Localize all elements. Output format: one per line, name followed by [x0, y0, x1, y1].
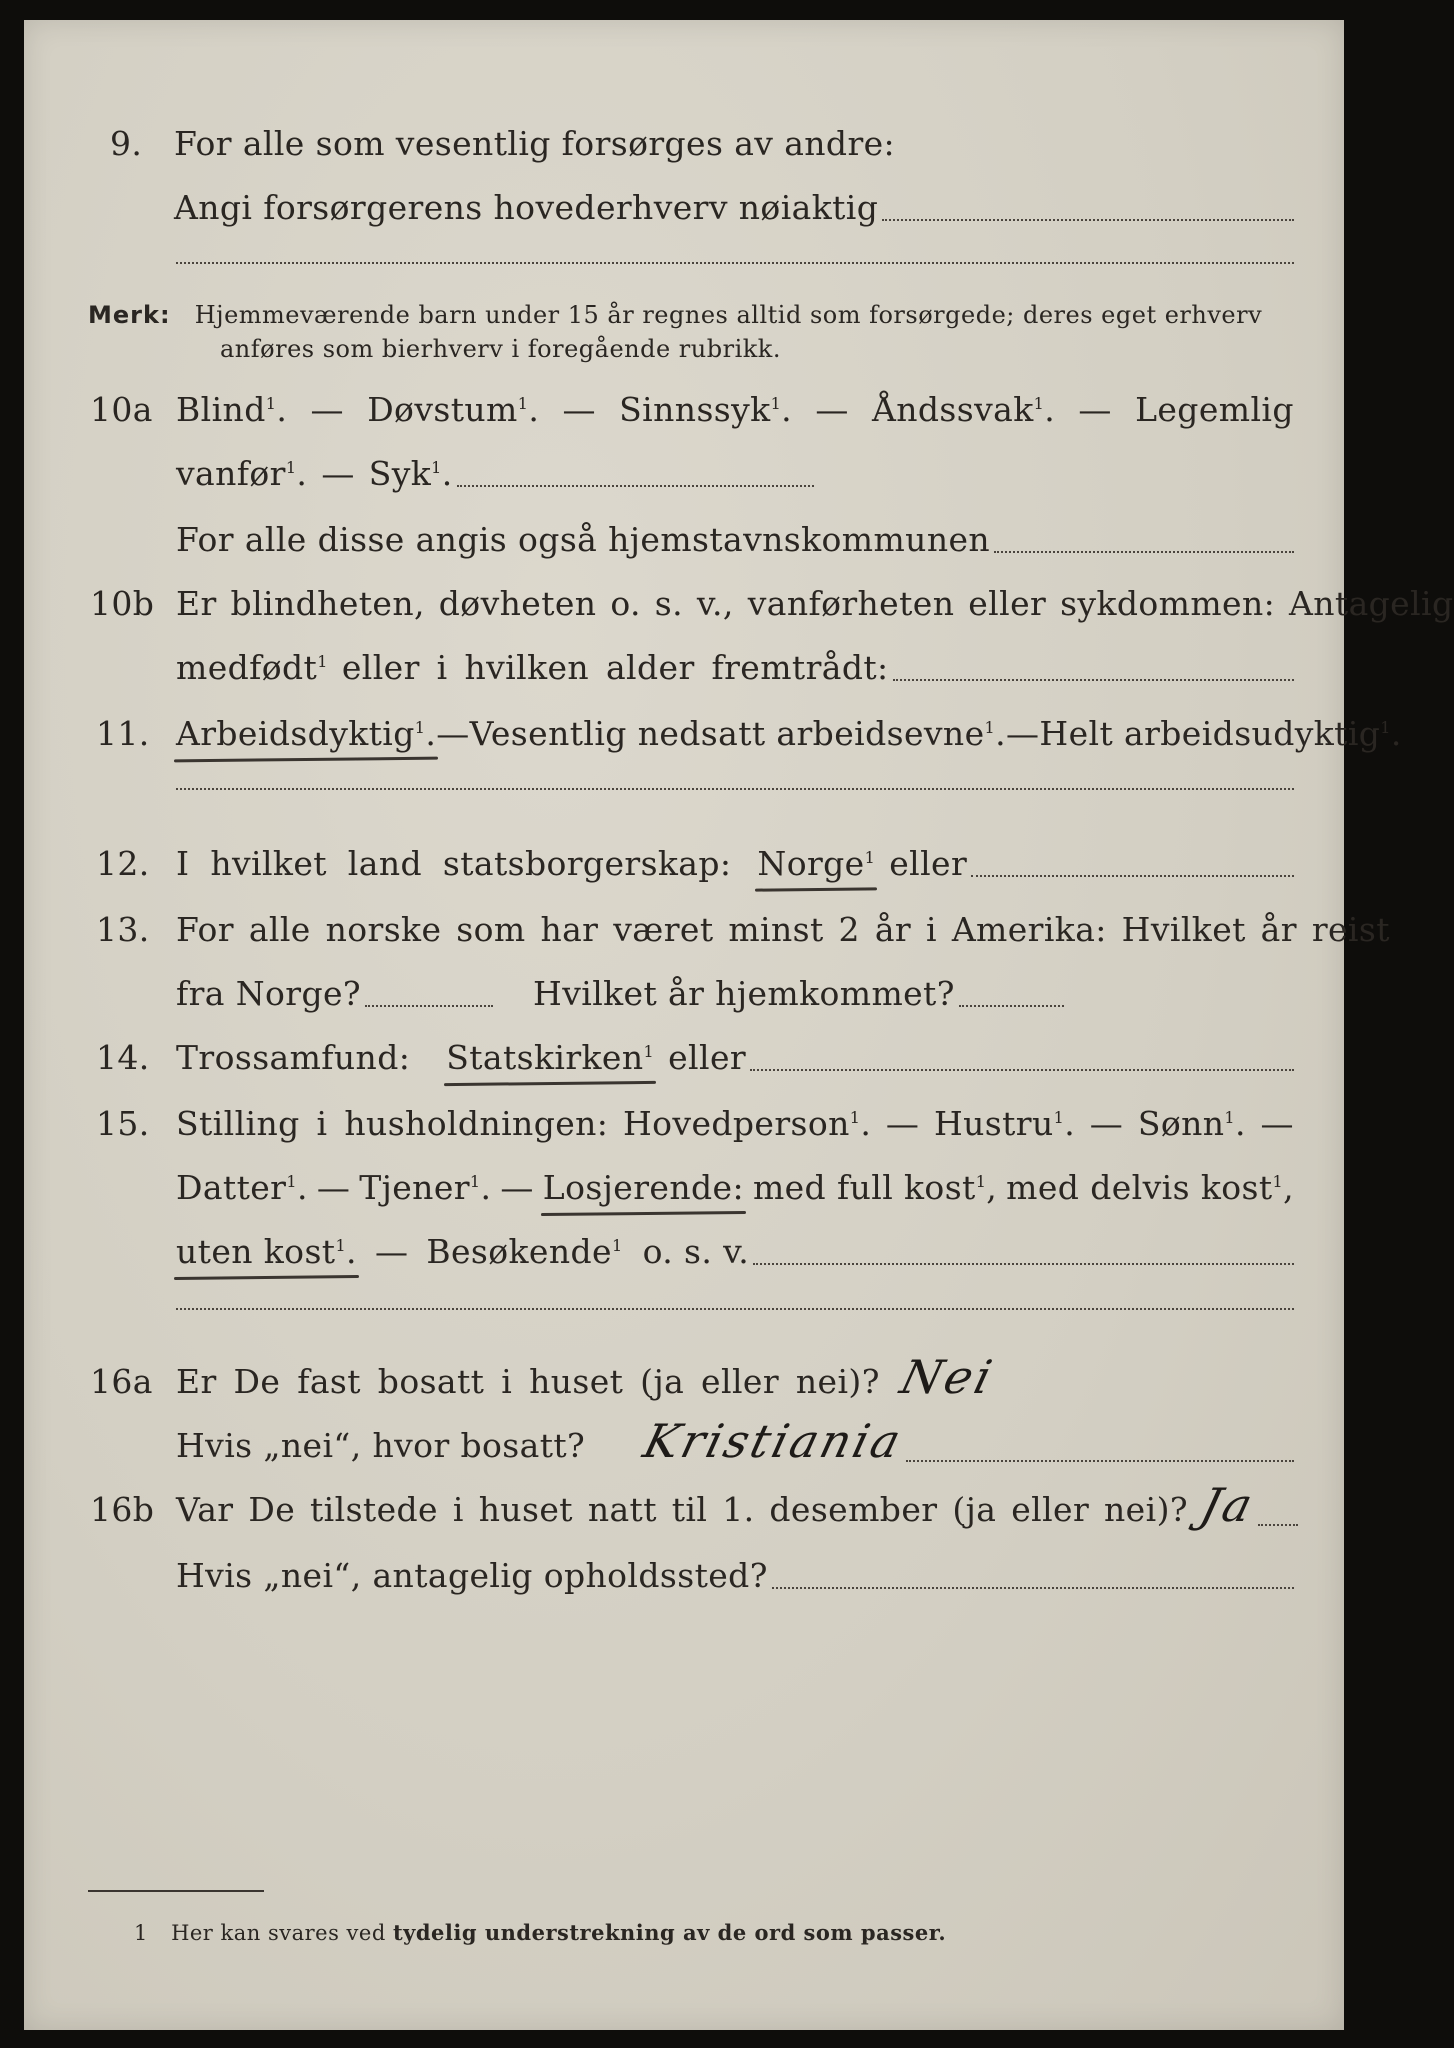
footnote-mark: 1 — [134, 1921, 148, 1945]
q11-answer-field[interactable] — [176, 788, 1294, 790]
q9-number: 9. — [110, 124, 143, 163]
dash-12: — — [500, 1168, 534, 1207]
footnote-text-a: Her kan svares ved — [171, 1921, 386, 1945]
opt-vesentlig-nedsatt[interactable]: Vesentlig nedsatt arbeidsevne$^1$. — [469, 714, 1006, 753]
q15-stilling-field[interactable] — [753, 1262, 1294, 1265]
q14-trossamfund-field[interactable] — [750, 1068, 1294, 1071]
opt-norge[interactable]: Norge$^1$ — [757, 844, 876, 883]
q15-number: 15. — [96, 1104, 150, 1143]
opt-andssvak[interactable]: Åndssvak$^1$. — [872, 390, 1056, 429]
opt-datter[interactable]: Datter$^1$. — [176, 1168, 308, 1207]
q16b-number: 16b — [90, 1490, 155, 1529]
q16b-tilstede-field[interactable] — [1258, 1523, 1298, 1526]
opt-sonn[interactable]: Sønn$^1$. — [1137, 1104, 1246, 1143]
q10a-syk-field[interactable] — [457, 484, 814, 487]
opt-legemlig[interactable]: Legemlig — [1135, 390, 1294, 429]
q16a-answer2[interactable]: Kristiania — [638, 1414, 909, 1468]
opt-helt-arbeidsudyktig[interactable]: Helt arbeidsudyktig$^1$. — [1039, 714, 1402, 753]
opt-losjerende[interactable]: Losjerende: — [542, 1168, 744, 1207]
q15-answer-field[interactable] — [176, 1308, 1294, 1310]
dash-13: — — [374, 1232, 409, 1271]
q10a-text3: For alle disse angis også hjemstavnskommunen — [176, 520, 991, 559]
opt-full-kost[interactable]: med full kost$^1$, — [752, 1168, 998, 1207]
q13-reist-field[interactable] — [365, 1004, 493, 1007]
q10a-hjemstavn-field[interactable] — [994, 550, 1294, 553]
q15-label: Stilling i husholdningen: — [176, 1104, 609, 1143]
q10a-number: 10a — [90, 390, 153, 429]
merk-line2: anføres som bierhverv i foregående rubrikk. — [220, 335, 781, 363]
q11-number: 11. — [96, 714, 150, 753]
q16b-text1: Var De tilstede i huset natt til 1. desember (ja eller nei)? — [176, 1490, 1188, 1529]
footnote-text-b: tydelig understrekning av de ord som passer. — [392, 1920, 947, 1945]
q12-eller: eller — [889, 844, 968, 883]
q9-text1: For alle som vesentlig forsørges av andre: — [174, 124, 896, 163]
q14-eller: eller — [668, 1038, 747, 1077]
footnote — [134, 1920, 946, 1945]
opt-medfodt[interactable]: medfødt$^1$ — [176, 648, 328, 687]
q13-hjemkommet-field[interactable] — [959, 1004, 1064, 1007]
dash-11: — — [316, 1168, 351, 1207]
opt-sinnssyk[interactable]: Sinnssyk$^1$. — [619, 390, 793, 429]
dash-5: — — [321, 454, 355, 493]
dash-1: — — [310, 390, 344, 429]
q15-osv: o. s. v. — [642, 1232, 750, 1271]
opt-besokende[interactable]: Besøkende$^1$ — [426, 1232, 623, 1271]
q9-text2: Angi forsørgerens hovederhverv nøiaktig — [174, 188, 879, 227]
q13-text1: For alle norske som har været minst 2 år i Amerika: Hvilket år reist — [176, 910, 1390, 949]
census-form-page — [24, 20, 1454, 2030]
opt-dovstum[interactable]: Døvstum$^1$. — [367, 390, 540, 429]
dash-8: — — [885, 1104, 920, 1143]
dash-9: — — [1089, 1104, 1124, 1143]
q16a-text1: Er De fast bosatt i huset (ja eller nei)? — [176, 1362, 880, 1401]
dash-2: — — [562, 390, 596, 429]
q16a-answer1[interactable]: Nei — [895, 1350, 1000, 1404]
q12-land-field[interactable] — [971, 874, 1294, 877]
opt-syk[interactable]: Syk$^1$. — [368, 454, 453, 493]
footnote-rule — [88, 1890, 264, 1892]
opt-tjener[interactable]: Tjener$^1$. — [359, 1168, 492, 1207]
q16b-answer1[interactable]: Ja — [1195, 1478, 1261, 1532]
q10b-number: 10b — [90, 584, 155, 623]
merk-note — [88, 298, 1326, 366]
q16a-text2: Hvis „nei“, hvor bosatt? — [176, 1426, 586, 1465]
q12-label: I hvilket land statsborgerskap: — [176, 844, 732, 883]
merk-label: Merk: — [88, 301, 171, 329]
q12-number: 12. — [96, 844, 150, 883]
opt-vanfor[interactable]: vanfør$^1$. — [176, 454, 308, 493]
q16b-opholdssted-field[interactable] — [772, 1586, 1294, 1589]
q13-text2b: Hvilket år hjemkommet? — [533, 974, 955, 1013]
opt-arbeidsdyktig[interactable]: Arbeidsdyktig$^1$. — [176, 714, 437, 753]
opt-hovedperson[interactable]: Hovedperson$^1$. — [622, 1104, 872, 1143]
dash-10: — — [1260, 1104, 1294, 1143]
q9-answer-field-2[interactable] — [176, 262, 1294, 264]
opt-statskirken[interactable]: Statskirken$^1$ — [446, 1038, 655, 1077]
q13-number: 13. — [96, 910, 150, 949]
q10b-alder-field[interactable] — [893, 678, 1294, 681]
dash-6: — — [436, 714, 470, 753]
dash-3: — — [815, 390, 849, 429]
q13-text2a: fra Norge? — [176, 974, 362, 1013]
q16b-text2: Hvis „nei“, antagelig opholdssted? — [176, 1556, 768, 1595]
dash-4: — — [1078, 390, 1112, 429]
opt-blind[interactable]: Blind$^1$. — [176, 390, 288, 429]
opt-delvis-kost[interactable]: med delvis kost$^1$, — [1006, 1168, 1294, 1207]
q9-answer-field[interactable] — [882, 218, 1294, 221]
q16a-bosatt-field[interactable] — [906, 1459, 1294, 1462]
q14-number: 14. — [96, 1038, 150, 1077]
merk-line1: Hjemmeværende barn under 15 år regnes alltid som forsørgede; deres eget erhverv — [194, 301, 1263, 329]
opt-hustru[interactable]: Hustru$^1$. — [933, 1104, 1076, 1143]
q10b-text2: eller i hvilken alder fremtrådt: — [341, 648, 889, 687]
dash-7: — — [1006, 714, 1040, 753]
q14-label: Trossamfund: — [176, 1038, 411, 1077]
q10b-text1: Er blindheten, døvheten o. s. v., vanførheten eller sykdommen: Antagelig — [176, 584, 1454, 623]
opt-uten-kost[interactable]: uten kost$^1$. — [176, 1232, 357, 1271]
q16a-number: 16a — [90, 1362, 153, 1401]
